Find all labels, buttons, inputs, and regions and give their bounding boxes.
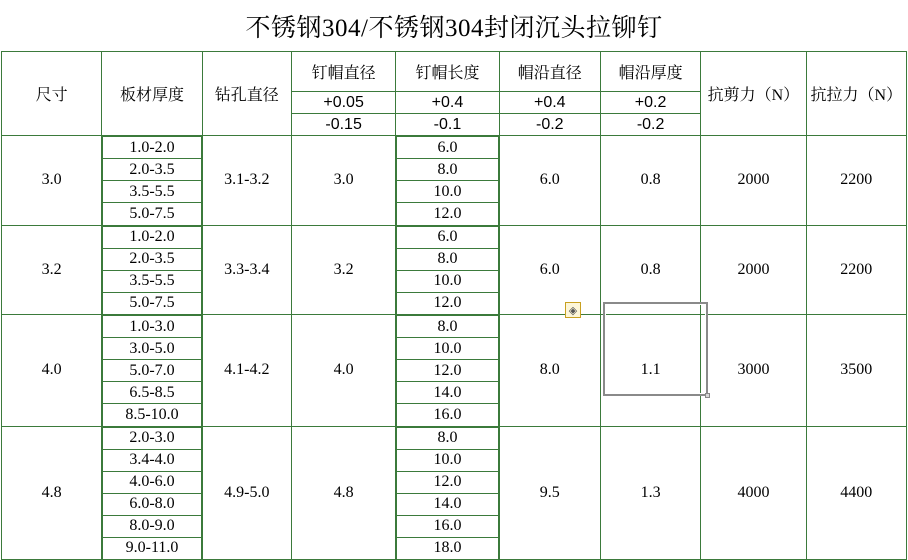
- cell-drill-diameter: 4.1-4.2: [202, 315, 291, 427]
- cell-plate-thickness-list: [102, 225, 202, 315]
- cap-length-item: 12.0: [397, 203, 498, 225]
- plate-thickness-item: 4.0-6.0: [103, 471, 201, 493]
- cell-tensile-strength: 2200: [806, 225, 906, 315]
- plate-thickness-sublist: [102, 427, 201, 560]
- cell-cap-diameter: 3.0: [291, 136, 395, 226]
- plate-thickness-sublist: [102, 315, 201, 426]
- plate-thickness-item: 6.5-8.5: [103, 382, 201, 404]
- cap-length-item: 14.0: [397, 382, 498, 404]
- cap-length-item: 8.0: [397, 159, 498, 181]
- cell-size: 4.8: [2, 426, 102, 560]
- cap-length-item: 14.0: [397, 493, 498, 515]
- cap-length-item: 6.0: [397, 226, 498, 248]
- cell-flange-thickness: 0.8: [600, 136, 700, 226]
- cell-flange-diameter: 8.0: [499, 315, 600, 427]
- cell-cap-length-list: [396, 315, 499, 427]
- plate-thickness-item: 9.0-11.0: [103, 537, 201, 559]
- cap-length-item: 8.0: [397, 248, 498, 270]
- cap-length-item: 18.0: [397, 537, 498, 559]
- cell-tensile-strength: 3500: [806, 315, 906, 427]
- plate-thickness-item: 2.0-3.0: [103, 427, 201, 449]
- cap-length-item: 12.0: [397, 471, 498, 493]
- plate-thickness-item: 6.0-8.0: [103, 493, 201, 515]
- plate-thickness-sublist: [102, 226, 201, 315]
- plate-thickness-item: 3.4-4.0: [103, 449, 201, 471]
- cell-cap-length-list: [396, 426, 499, 560]
- plate-thickness-item: 3.5-5.5: [103, 270, 201, 292]
- cap-length-item: 6.0: [397, 137, 498, 159]
- header-size: 尺寸: [2, 52, 102, 136]
- cap-length-item: 10.0: [397, 338, 498, 360]
- cell-shear-strength: 4000: [701, 426, 806, 560]
- cell-shear-strength: 2000: [701, 136, 806, 226]
- header-cap-diameter: 钉帽直径: [291, 52, 395, 92]
- header-flange-diameter: 帽沿直径: [499, 52, 600, 92]
- header-cap-length: 钉帽长度: [396, 52, 499, 92]
- table-row: [2, 315, 907, 427]
- cap-length-item: 10.0: [397, 449, 498, 471]
- cell-drill-diameter: 3.1-3.2: [202, 136, 291, 226]
- cap-length-item: 10.0: [397, 181, 498, 203]
- cell-plate-thickness-list: [102, 315, 202, 427]
- cap-length-sublist: [396, 427, 498, 560]
- cell-size: 3.2: [2, 225, 102, 315]
- cap-length-item: 12.0: [397, 292, 498, 314]
- tol-flange-thickness-upper: +0.2: [600, 92, 700, 114]
- tol-cap-length-lower: -0.1: [396, 114, 499, 136]
- cap-length-item: 10.0: [397, 270, 498, 292]
- cap-length-sublist: [396, 315, 498, 426]
- tol-flange-diameter-upper: +0.4: [499, 92, 600, 114]
- cell-flange-thickness: 1.3: [600, 426, 700, 560]
- plate-thickness-item: 5.0-7.5: [103, 292, 201, 314]
- header-flange-thickness: 帽沿厚度: [600, 52, 700, 92]
- header-shear-strength: 抗剪力（N）: [701, 52, 806, 136]
- cell-size: 4.0: [2, 315, 102, 427]
- tol-cap-length-upper: +0.4: [396, 92, 499, 114]
- cell-drill-diameter: 3.3-3.4: [202, 225, 291, 315]
- plate-thickness-item: 2.0-3.5: [103, 159, 201, 181]
- cell-flange-diameter: 9.5: [499, 426, 600, 560]
- plate-thickness-item: 8.5-10.0: [103, 404, 201, 426]
- cell-flange-thickness: 1.1: [600, 315, 700, 427]
- cell-tensile-strength: 4400: [806, 426, 906, 560]
- plate-thickness-item: 8.0-9.0: [103, 515, 201, 537]
- plate-thickness-item: 5.0-7.5: [103, 203, 201, 225]
- cell-cap-diameter: 4.8: [291, 426, 395, 560]
- table-row: [2, 225, 907, 315]
- cell-cap-length-list: [396, 136, 499, 226]
- table-header-row: [2, 52, 907, 92]
- plate-thickness-item: 5.0-7.0: [103, 360, 201, 382]
- tol-cap-diameter-lower: -0.15: [291, 114, 395, 136]
- cell-plate-thickness-list: [102, 426, 202, 560]
- table-row: [2, 426, 907, 560]
- plate-thickness-item: 3.5-5.5: [103, 181, 201, 203]
- cell-flange-diameter: 6.0: [499, 225, 600, 315]
- cell-shear-strength: 3000: [701, 315, 806, 427]
- cell-drill-diameter: 4.9-5.0: [202, 426, 291, 560]
- cell-flange-thickness: 0.8: [600, 225, 700, 315]
- cap-length-item: 12.0: [397, 360, 498, 382]
- cap-length-sublist: [396, 136, 498, 225]
- cell-flange-diameter: 6.0: [499, 136, 600, 226]
- cell-cap-diameter: 4.0: [291, 315, 395, 427]
- table-row: [2, 136, 907, 226]
- plate-thickness-item: 1.0-2.0: [103, 137, 201, 159]
- cell-cap-length-list: [396, 225, 499, 315]
- spec-table: [1, 51, 907, 560]
- plate-thickness-item: 1.0-3.0: [103, 316, 201, 338]
- comment-marker-icon[interactable]: ◈: [565, 302, 581, 318]
- header-plate-thickness: 板材厚度: [102, 52, 202, 136]
- cell-size: 3.0: [2, 136, 102, 226]
- tol-flange-thickness-lower: -0.2: [600, 114, 700, 136]
- cap-length-item: 16.0: [397, 515, 498, 537]
- cap-length-item: 8.0: [397, 316, 498, 338]
- header-drill-diameter: 钻孔直径: [202, 52, 291, 136]
- cap-length-sublist: [396, 226, 498, 315]
- tol-cap-diameter-upper: +0.05: [291, 92, 395, 114]
- cell-shear-strength: 2000: [701, 225, 806, 315]
- plate-thickness-item: 3.0-5.0: [103, 338, 201, 360]
- cell-plate-thickness-list: [102, 136, 202, 226]
- plate-thickness-sublist: [102, 136, 201, 225]
- plate-thickness-item: 1.0-2.0: [103, 226, 201, 248]
- plate-thickness-item: 2.0-3.5: [103, 248, 201, 270]
- header-tensile-strength: 抗拉力（N）: [806, 52, 906, 136]
- cell-cap-diameter: 3.2: [291, 225, 395, 315]
- tol-flange-diameter-lower: -0.2: [499, 114, 600, 136]
- page-title: 不锈钢304/不锈钢304封闭沉头拉铆钉: [245, 15, 663, 42]
- cell-tensile-strength: 2200: [806, 136, 906, 226]
- cap-length-item: 16.0: [397, 404, 498, 426]
- cap-length-item: 8.0: [397, 427, 498, 449]
